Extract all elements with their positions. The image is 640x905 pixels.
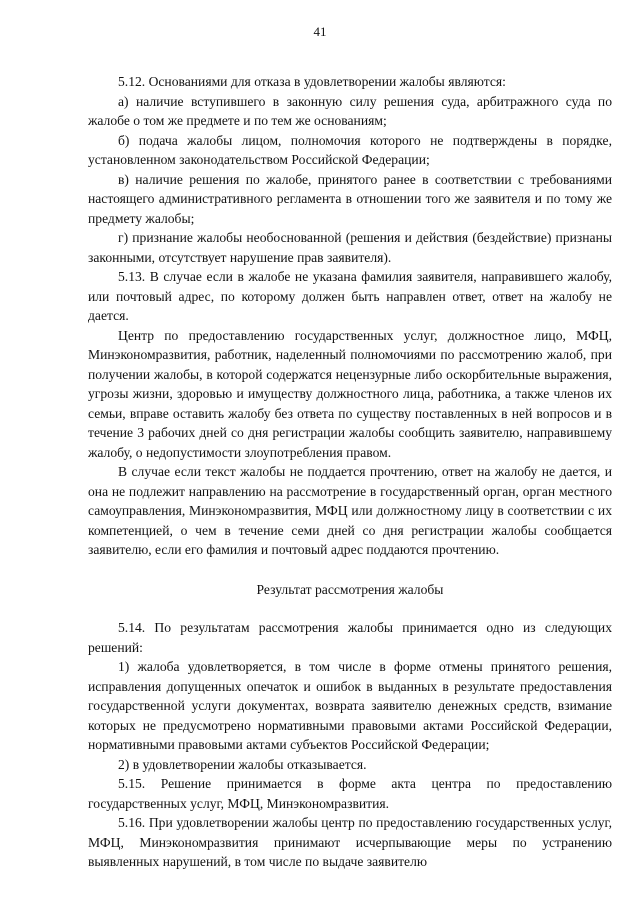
paragraph-5-12: 5.12. Основаниями для отказа в удовлетворении жалобы являются: [118, 74, 506, 89]
paragraph-5-13: 5.13. В случае если в жалобе не указана фамилия заявителя, направившего жалобу, или почтовый адрес, по которому должен быть направлен ответ, ответ на жалобу не дается. [88, 269, 612, 323]
paragraph-5-13-center: Центр по предоставлению государственных услуг, должностное лицо, МФЦ, Минэкономразвития, работник, наделенный полномочиями по рассмотрению жалоб, при получении жалобы, в которой содержатся нецензурные либо оскорбительные выражения, угрозы жизни, здоровью и имуществу должностного лица, работника, а также членов их семьи, вправе оставить жалобу без ответа по существу поставленных в ней вопросов и в течение 3 рабочих дней со дня регистрации жалобы сообщить заявителю, направившему жалобу, о недопустимости злоупотребления правом. [88, 327, 612, 460]
paragraph-5-14-1: 1) жалоба удовлетворяется, в том числе в форме отмены принятого решения, исправления допущенных опечаток и ошибок в выданных в результате предоставления государственной услуги документах, возврата заявителю денежных средств, взимание которых не предусмотрено нормативными правовыми актами Российской Федерации, нормативными правовыми актами субъектов Российской Федерации; [88, 659, 612, 752]
document-body [88, 72, 612, 872]
paragraph-5-14-2: 2) в удовлетворении жалобы отказывается. [118, 756, 367, 772]
paragraph-5-12-g: г) признание жалобы необоснованной (решения и действия (бездействие) признаны законными, отсутствует нарушение прав заявителя). [88, 230, 612, 265]
page-number: 41 [313, 24, 327, 39]
section-heading: Результат рассмотрения жалобы [256, 581, 444, 597]
paragraph-5-12-a: а) наличие вступившего в законную силу решения суда, арбитражного суда по жалобе о том же предмете и по тем же основаниям; [88, 93, 612, 128]
paragraph-5-14: 5.14. По результатам рассмотрения жалобы принимается одно из следующих решений: [88, 620, 612, 655]
paragraph-5-12-b: б) подача жалобы лицом, полномочия которого не подтверждены в порядке, установленном законодательством Российской Федерации; [88, 132, 612, 167]
paragraph-5-12-v: в) наличие решения по жалобе, принятого ранее в соответствии с требованиями настоящего административного регламента в отношении того же заявителя и по тому же предмету жалобы; [88, 171, 612, 226]
paragraph-5-15: 5.15. Решение принимается в форме акта центра по предоставлению государственных услуг, МФЦ, Минэкономразвития. [88, 776, 612, 811]
paragraph-5-13-unreadable: В случае если текст жалобы не поддается прочтению, ответ на жалобу не дается, и она не подлежит направлению на рассмотрение в государственный орган, орган местного самоуправления, Минэкономразвития, МФЦ или должностному лицу в соответствии с их компетенцией, о чем в течение семи дней со дня регистрации жалобы сообщается заявителю, если его фамилия и почтовый адрес поддаются прочтению. [88, 464, 612, 557]
paragraph-5-16: 5.16. При удовлетворении жалобы центр по предоставлению государственных услуг, МФЦ, Минэкономразвития принимают исчерпывающие меры по устранению выявленных нарушений, в том числе по выдаче заявителю [88, 815, 612, 869]
